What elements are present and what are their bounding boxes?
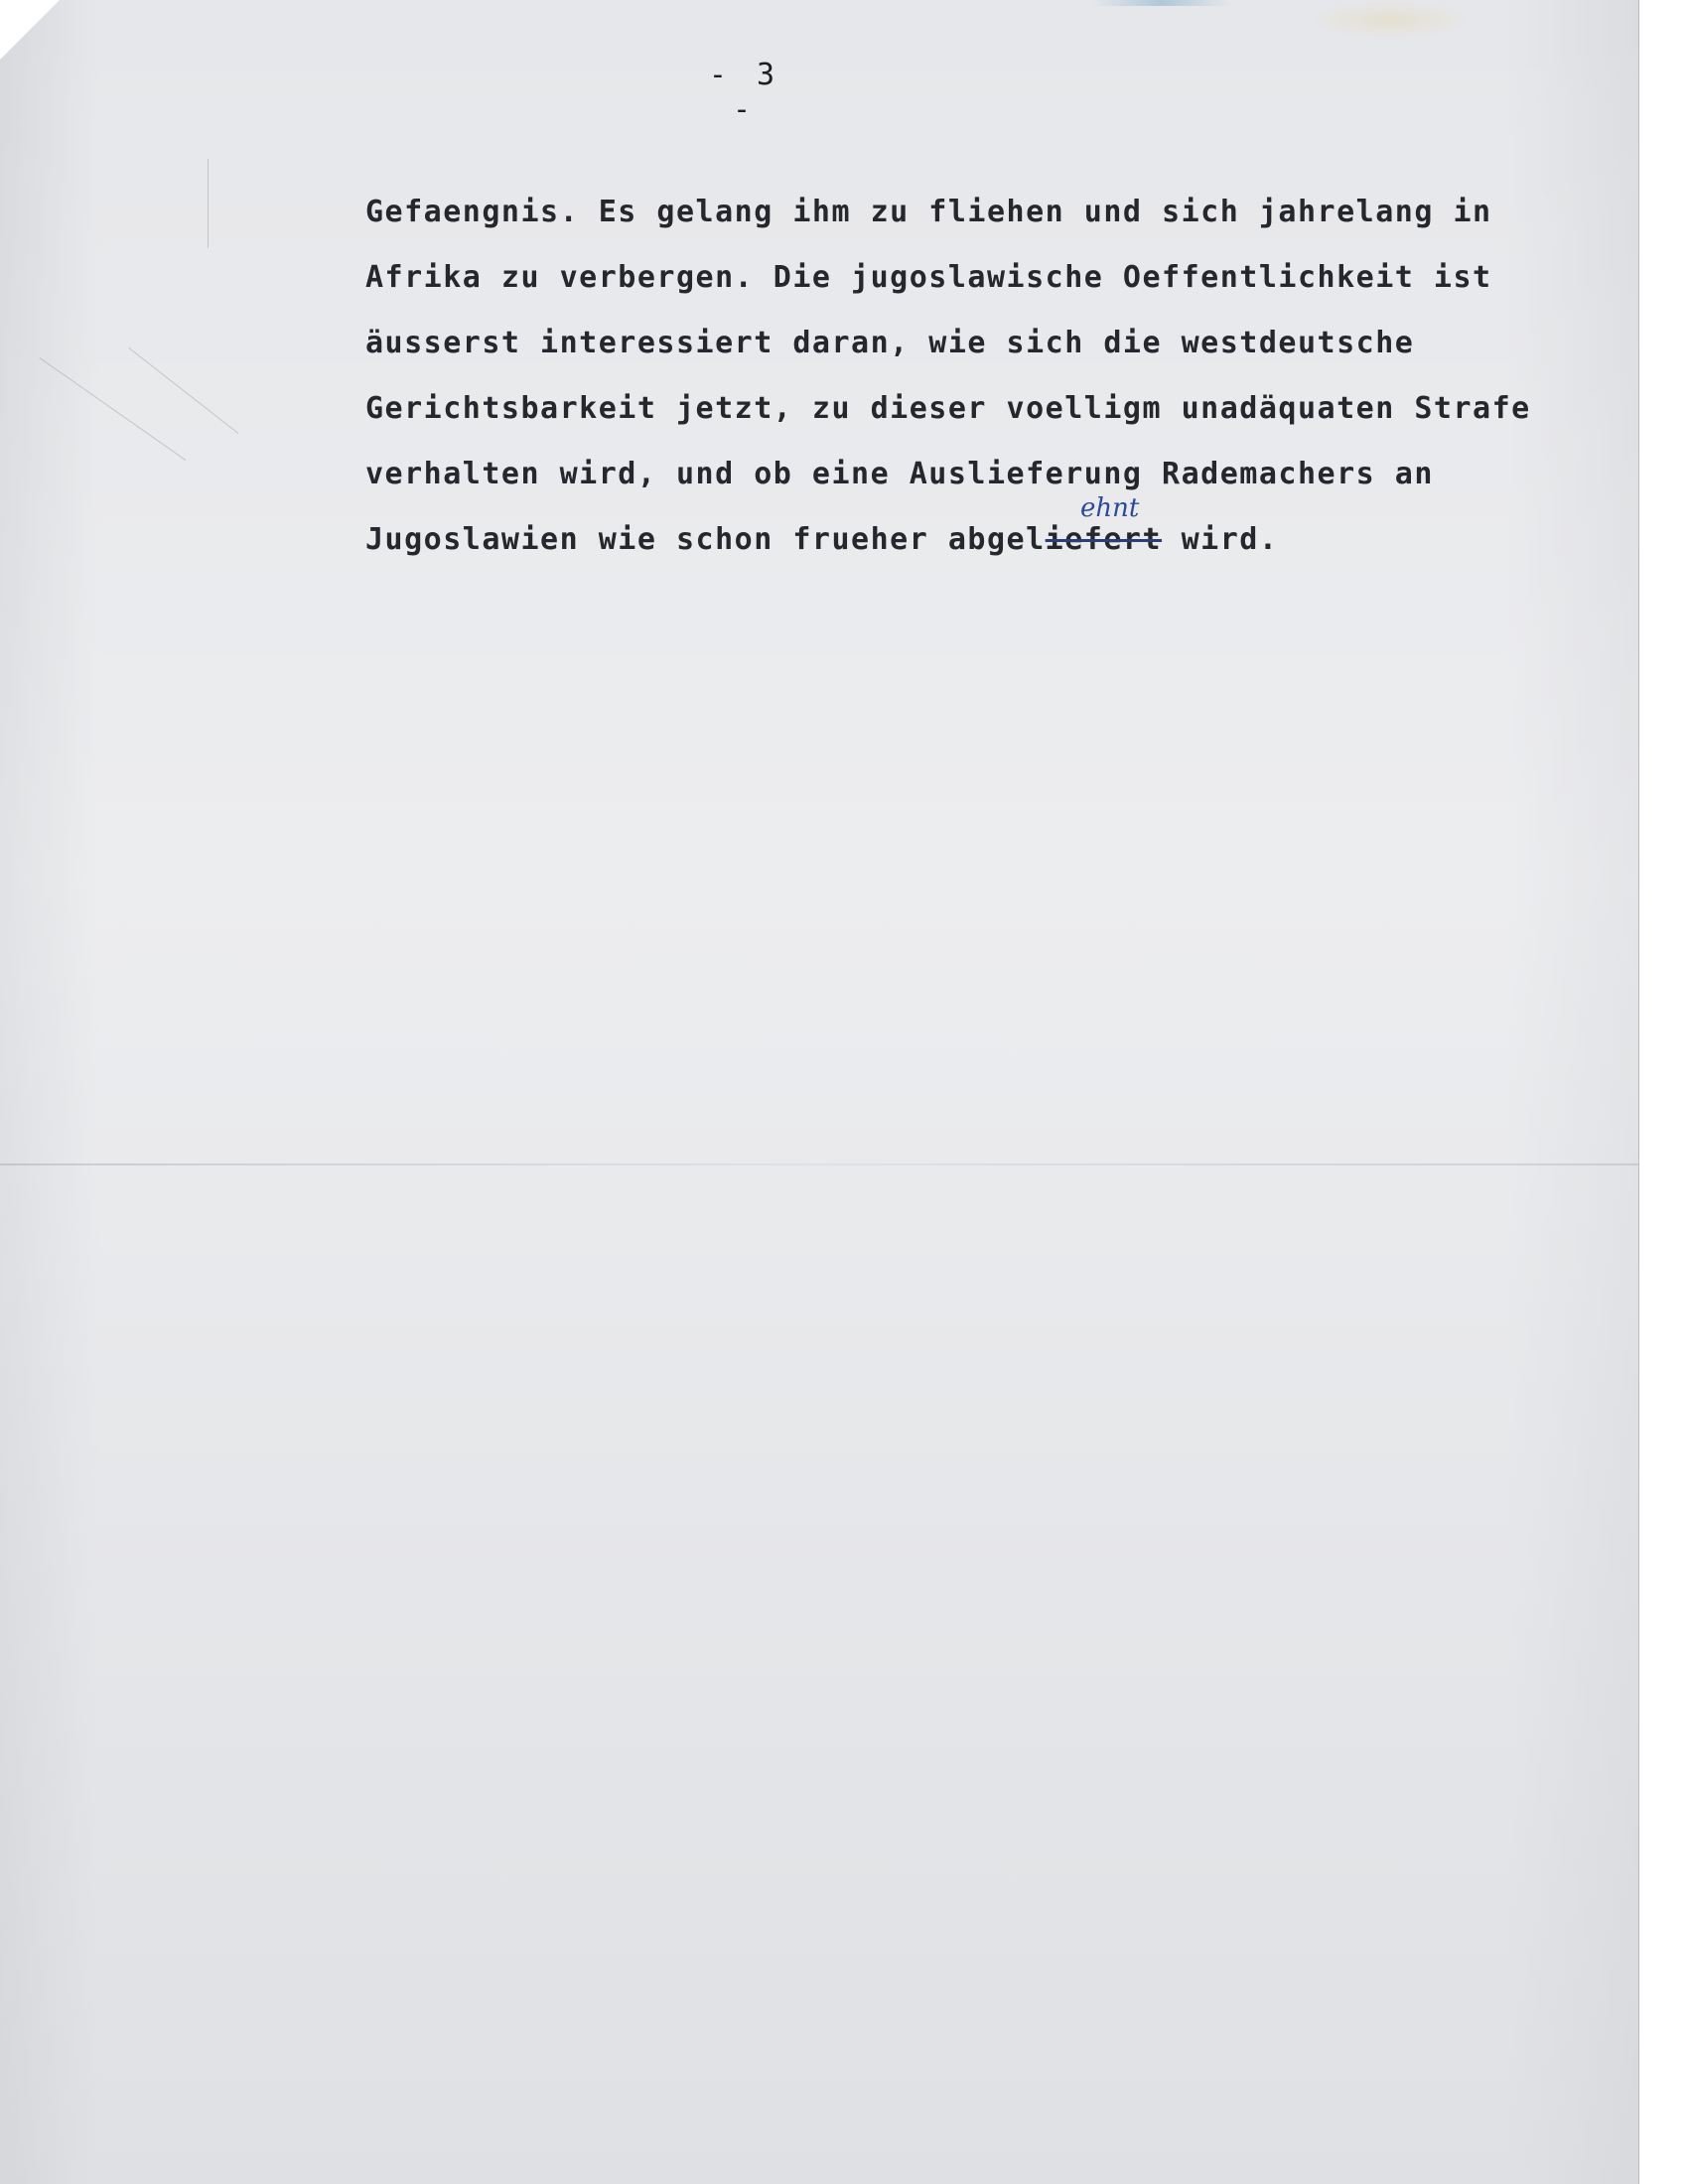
paper-stain <box>1311 0 1470 40</box>
text-line: Gefaengnis. Es gelang ihm zu fliehen und sich jahrelang in <box>365 195 1492 229</box>
text-line: verhalten wird, und ob eine Auslieferung Rademachers an <box>365 457 1434 491</box>
struck-out-text: iefert <box>1045 522 1163 557</box>
paper-crease <box>128 347 238 434</box>
text-line-last <box>365 518 1636 584</box>
paper-crease <box>208 159 209 248</box>
text-line: äusserst interessiert daran, wie sich die westdeutsche <box>365 326 1415 360</box>
text-line-end: wird. <box>1162 522 1279 557</box>
text-line: Gerichtsbarkeit jetzt, zu dieser voelligm unadäquaten Strafe <box>365 391 1531 426</box>
text-line: Afrika zu verbergen. Die jugoslawische Oeffentlichkeit ist <box>365 260 1492 295</box>
folded-corner <box>0 0 60 60</box>
paper-fold <box>0 1163 1638 1165</box>
paper-crease <box>39 357 186 461</box>
typewritten-paragraph <box>365 191 1636 584</box>
scan-margin <box>1638 0 1688 2184</box>
text-line-start: Jugoslawien wie schon frueher abgel <box>365 522 1046 557</box>
handwritten-correction: ehnt <box>1080 493 1140 523</box>
ink-mark <box>1092 0 1231 6</box>
page-number: - 3 - <box>708 58 781 127</box>
